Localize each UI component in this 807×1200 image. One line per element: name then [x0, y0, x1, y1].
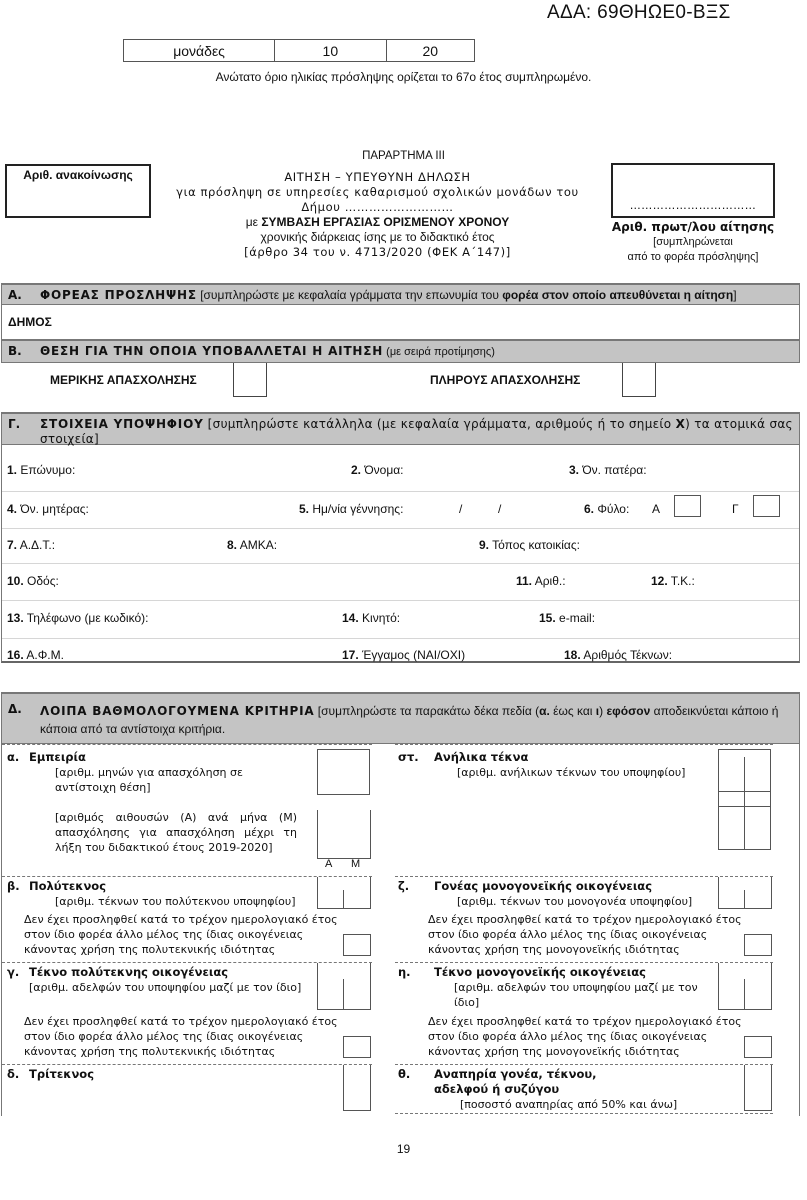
field-label: Ημ/νία γέννησης:	[309, 502, 404, 516]
section-g-header	[1, 412, 800, 445]
section-b-text	[40, 344, 495, 358]
single-parent-note: [αριθμ. τέκνων του μονογονέα υποψηφίου]	[457, 895, 693, 908]
field-number: 17.	[342, 648, 359, 662]
field-married[interactable]	[342, 648, 465, 662]
separator	[395, 744, 773, 745]
box-edge	[370, 963, 371, 1009]
large-family-declaration-checkbox[interactable]	[343, 934, 371, 956]
section-g-desc-bold: Χ	[675, 417, 686, 431]
field-number: 13.	[7, 611, 24, 625]
separator	[395, 876, 773, 877]
units-cell-value-1: 10	[275, 40, 386, 61]
child-of-single-parent-note: [αριθμ. αδελφών του υποψηφίου μαζί με τον ίδιο]	[454, 981, 698, 1009]
employer-field[interactable]	[1, 305, 800, 339]
age-limit-note: Ανώτατο όριο ηλικίας πρόσληψης ορίζεται το 67ο έτος συμπληρωμένο.	[215, 70, 592, 84]
box-divider	[718, 806, 771, 807]
criterion-letter: β.	[7, 879, 20, 893]
contract-type-line	[155, 215, 600, 230]
section-a-title: ΦΟΡΕΑΣ ΠΡΟΣΛΗΨΗΣ	[40, 288, 197, 302]
option-full-checkbox[interactable]	[622, 363, 656, 397]
row-divider	[2, 528, 799, 529]
section-b-title: ΘΕΣΗ ΓΙΑ ΤΗΝ ΟΠΟΙΑ ΥΠΟΒΑΛΛΕΤΑΙ Η ΑΙΤΗΣΗ	[40, 344, 384, 358]
box-edge	[718, 877, 719, 908]
field-label: Τόπος κατοικίας:	[489, 538, 580, 552]
criterion-title: Γονέας μονογονεϊκής οικογένειας	[434, 879, 653, 893]
field-label: Όνομα:	[361, 463, 404, 477]
box-divider	[718, 791, 771, 792]
criterion-single-parent	[398, 879, 718, 894]
municipality-line: Δήμου ………………………	[301, 200, 454, 214]
announcement-number-label: Αριθ. ανακοίνωσης	[23, 168, 133, 182]
experience-months-box[interactable]	[317, 749, 370, 795]
section-a-desc: [συμπληρώστε με κεφαλαία γράμματα την επωνυμία του	[196, 288, 503, 302]
criterion-letter: ζ.	[398, 879, 410, 893]
option-full-label: ΠΛΗΡΟΥΣ ΑΠΑΣΧΟΛΗΣΗΣ	[430, 373, 581, 387]
criteria-form	[1, 744, 800, 1116]
section-a-desc-end: ]	[733, 288, 737, 302]
field-label: Α.Δ.Τ.:	[17, 538, 56, 552]
option-partial-label: ΜΕΡΙΚΗΣ ΑΠΑΣΧΟΛΗΣΗΣ	[50, 373, 197, 387]
field-label: Όν. πατέρα:	[579, 463, 647, 477]
field-number: 11.	[516, 574, 533, 588]
section-g-text	[40, 417, 793, 447]
section-b-header	[1, 339, 800, 363]
section-d-header	[1, 692, 800, 744]
annex-title: ΠΑΡΑΡΤΗΜΑ ΙΙΙ	[362, 150, 445, 162]
field-number: 3.	[569, 463, 580, 477]
box-divider	[744, 890, 745, 908]
criterion-title: Πολύτεκνος	[29, 879, 107, 893]
section-b-desc: (με σειρά προτίμησης)	[383, 346, 495, 358]
criterion-title: Αναπηρία γονέα, τέκνου, αδελφού ή συζύγου	[434, 1067, 597, 1096]
field-street-number[interactable]	[516, 574, 566, 588]
section-d-text	[40, 702, 793, 738]
criterion-letter: η.	[398, 965, 411, 979]
experience-rooms-note: [αριθμός αιθουσών (Α) ανά μήνα (Μ) απασχόλησης για απασχόληση μέχρι τη λήξη του διδακτικού έτους 2019-2020]	[55, 811, 297, 854]
protocol-note-1: [συμπληρώνεται	[653, 236, 733, 248]
field-number: 8.	[227, 538, 238, 552]
field-postal-code[interactable]	[651, 574, 695, 588]
disability-box[interactable]	[744, 1065, 772, 1111]
field-gender	[584, 502, 629, 516]
units-cell-label: μονάδες	[124, 40, 275, 61]
single-parent-declaration-checkbox[interactable]	[744, 934, 772, 956]
field-street[interactable]	[7, 574, 59, 588]
field-number: 1.	[7, 463, 18, 477]
box-divider	[744, 757, 745, 850]
row-divider	[2, 638, 799, 639]
criterion-letter: δ.	[7, 1067, 20, 1081]
criterion-title: Τέκνο πολύτεκνης οικογένειας	[29, 965, 229, 979]
section-a-header	[1, 283, 800, 305]
section-g-desc: [συμπληρώστε κατάλληλα (με κεφαλαία γράμματα, αριθμούς ή το σημείο	[203, 417, 676, 431]
field-number: 14.	[342, 611, 359, 625]
criterion-three-children	[7, 1067, 307, 1082]
section-a-letter: Α.	[8, 288, 22, 302]
field-number: 9.	[479, 538, 490, 552]
large-family-children-box[interactable]	[317, 908, 371, 909]
gender-male-checkbox[interactable]	[674, 495, 701, 517]
protocol-number-placeholder: ……………………………	[629, 199, 757, 212]
field-label: Α.Φ.Μ.	[23, 648, 64, 662]
protocol-label-block	[604, 220, 782, 265]
section-d-desc: αποδεικνύεται κάποιο ή κάποια από τα αντίστοιχα κριτήρια.	[40, 704, 779, 736]
row-divider	[2, 491, 799, 492]
box-edge	[317, 963, 318, 1009]
field-tax-id[interactable]	[7, 648, 64, 662]
field-email[interactable]	[539, 611, 595, 625]
experience-months-note: [αριθμ. μηνών για απασχόληση σε αντίστοιχη θέση]	[55, 766, 243, 794]
box-edge	[718, 963, 719, 1009]
section-d-desc: [συμπληρώστε τα παρακάτω δέκα πεδία (	[314, 704, 540, 718]
child-of-large-family-declaration: Δεν έχει προσληφθεί κατά το τρέχον ημερολογιακό έτος στον ίδιο φορέα άλλο μέλος της ίδιας οικογένειας κάνοντας χρήση της πολυτεκνικής ιδιότητας	[24, 1015, 338, 1058]
field-id-card[interactable]	[7, 538, 55, 552]
field-number: 5.	[299, 502, 310, 516]
section-g-title: ΣΤΟΙΧΕΙΑ ΥΠΟΨΗΦΙΟΥ	[40, 417, 204, 431]
field-number: 6.	[584, 502, 595, 516]
field-residence[interactable]	[479, 538, 580, 552]
field-phone[interactable]	[7, 611, 148, 625]
box-divider	[343, 979, 344, 1009]
section-d-title: ΛΟΙΠΑ ΒΑΘΜΟΛΟΓΟΥΜΕΝΑ ΚΡΙΤΗΡΙΑ	[40, 704, 315, 718]
criterion-child-of-large-family	[7, 965, 327, 980]
separator	[395, 1113, 773, 1114]
child-of-large-family-declaration-checkbox[interactable]	[343, 1036, 371, 1058]
criterion-title: Εμπειρία	[29, 750, 86, 764]
criterion-letter: α.	[7, 750, 20, 764]
field-number: 15.	[539, 611, 556, 625]
separator	[395, 962, 773, 963]
criterion-disability	[398, 1067, 718, 1097]
criterion-title: Ανήλικα τέκνα	[434, 750, 529, 764]
criterion-letter: γ.	[7, 965, 20, 979]
protocol-number-box[interactable]	[611, 163, 775, 218]
section-a-text	[40, 288, 737, 302]
date-separator: /	[459, 502, 463, 516]
employer-value: ΔΗΜΟΣ	[8, 315, 52, 329]
child-of-single-parent-declaration-checkbox[interactable]	[744, 1036, 772, 1058]
section-b-letter: Β.	[8, 344, 22, 358]
child-of-single-parent-declaration: Δεν έχει προσληφθεί κατά το τρέχον ημερολογιακό έτος στον ίδιο φορέα άλλο μέλος της ίδιας οικογένειας κάνοντας χρήση της μονογονεϊκής ιδιότητας	[428, 1015, 742, 1058]
separator	[2, 744, 372, 745]
box-edge	[370, 877, 371, 908]
section-g-letter: Γ.	[8, 417, 21, 431]
criterion-title: Τέκνο μονογονεϊκής οικογένειας	[434, 965, 646, 979]
field-birth-date[interactable]	[299, 502, 403, 516]
contract-prefix: με	[245, 215, 262, 229]
candidate-details-form	[1, 445, 800, 663]
field-label: Όν. μητέρας:	[17, 502, 89, 516]
single-parent-declaration: Δεν έχει προσληφθεί κατά το τρέχον ημερολογιακό έτος στον ίδιο φορέα άλλο μέλος της ίδιας οικογένειας κάνοντας χρήση της μονογονεϊκής ιδιότητας	[428, 913, 742, 956]
field-label: Κινητό:	[358, 611, 401, 625]
row-divider	[2, 563, 799, 564]
section-d-desc-bold: ι	[595, 704, 600, 718]
gender-female-label: Γ	[732, 502, 739, 516]
date-separator: /	[498, 502, 502, 516]
field-mobile[interactable]	[342, 611, 400, 625]
field-label: Φύλο:	[594, 502, 630, 516]
units-table	[123, 39, 475, 62]
field-first-name[interactable]	[351, 463, 404, 477]
box-edge	[370, 810, 371, 858]
section-d-desc: )	[599, 704, 607, 718]
duration-line: χρονικής διάρκειας ίσης με το διδακτικό έτος	[260, 230, 495, 244]
field-number: 12.	[651, 574, 668, 588]
field-number: 2.	[351, 463, 362, 477]
field-label: Αριθ.:	[532, 574, 566, 588]
units-cell-value-2: 20	[422, 42, 439, 59]
criterion-minor-children	[398, 750, 718, 765]
box-divider	[343, 890, 344, 908]
page-number: 19	[396, 1142, 411, 1156]
field-label: Τηλέφωνο (με κωδικό):	[23, 611, 149, 625]
field-label: ΑΜΚΑ:	[237, 538, 278, 552]
row-divider	[2, 600, 799, 601]
large-family-note: [αριθμ. τέκνων του πολύτεκνου υποψηφίου]	[55, 895, 296, 908]
field-number: 16.	[7, 648, 24, 662]
box-edge	[771, 877, 772, 908]
option-partial-checkbox[interactable]	[233, 363, 267, 397]
box-edge	[771, 963, 772, 1009]
field-label: Τ.Κ.:	[667, 574, 695, 588]
field-surname[interactable]	[7, 463, 75, 477]
box-edge	[317, 810, 318, 858]
criterion-title: Τρίτεκνος	[29, 1067, 95, 1081]
criterion-large-family	[7, 879, 307, 894]
contract-type: ΣΥΜΒΑΣΗ ΕΡΓΑΣΙΑΣ ΟΡΙΣΜΕΝΟΥ ΧΡΟΝΟΥ	[261, 215, 510, 229]
announcement-number-box[interactable]	[5, 164, 151, 218]
section-d-desc: έως και	[549, 704, 596, 718]
section-a-desc-bold: φορέα στον οποίο απευθύνεται η αίτηση	[502, 288, 734, 302]
months-column-label: Μ	[351, 858, 361, 870]
section-g-desc-end: ) τα ατομικά σας στοιχεία]	[40, 417, 793, 446]
criterion-letter: θ.	[398, 1067, 411, 1081]
application-title: ΑΙΤΗΣΗ – ΥΠΕΥΘΥΝΗ ΔΗΛΩΣΗ	[284, 170, 471, 184]
minor-children-note: [αριθμ. ανήλικων τέκνων του υποψηφίου]	[457, 766, 686, 779]
field-label: e-mail:	[555, 611, 596, 625]
field-label: Αριθμός Τέκνων:	[580, 648, 673, 662]
field-amka[interactable]	[227, 538, 277, 552]
criterion-experience	[7, 750, 307, 765]
criterion-child-of-single-parent	[398, 965, 718, 980]
protocol-label: Αριθ. πρωτ/λου αίτησης	[611, 220, 775, 234]
field-label: Έγγαμος (ΝΑΙ/ΟΧΙ)	[358, 648, 466, 662]
child-of-large-family-note: [αριθμ. αδελφών του υποψηφίου μαζί με τον ίδιο]	[29, 981, 302, 994]
single-parent-children-box[interactable]	[718, 908, 772, 909]
criterion-letter: στ.	[398, 750, 419, 764]
gender-female-checkbox[interactable]	[753, 495, 780, 517]
field-label: Επώνυμο:	[17, 463, 76, 477]
application-subtitle: για πρόσληψη σε υπηρεσίες καθαρισμού σχολικών μονάδων του	[176, 185, 579, 199]
gender-male-label: Α	[652, 502, 661, 516]
section-d-letter: Δ.	[8, 702, 22, 716]
legal-reference: [άρθρο 34 του ν. 4713/2020 (ΦΕΚ Α΄147)]	[244, 245, 511, 259]
three-children-box[interactable]	[343, 1065, 371, 1111]
field-number: 18.	[564, 648, 581, 662]
section-d-desc-bold: α.	[539, 704, 550, 718]
child-of-single-parent-siblings-box[interactable]	[718, 1009, 772, 1010]
box-divider	[744, 979, 745, 1009]
child-of-large-family-siblings-box[interactable]	[317, 1009, 371, 1010]
box-edge	[317, 877, 318, 908]
section-d-desc-bold: εφόσον	[606, 704, 651, 718]
separator	[2, 1064, 372, 1065]
field-children-count[interactable]	[564, 648, 672, 662]
rooms-column-label: Α	[325, 858, 333, 870]
protocol-note-2: από το φορέα πρόσληψης]	[627, 251, 759, 263]
field-father-name[interactable]	[569, 463, 647, 477]
ada-code: ΑΔΑ: 69ΘΗΩΕ0-ΒΞΣ	[547, 2, 731, 23]
application-title-block	[155, 170, 600, 260]
field-number: 10.	[7, 574, 24, 588]
field-label: Οδός:	[23, 574, 59, 588]
separator	[395, 1064, 773, 1065]
field-number: 4.	[7, 502, 18, 516]
field-number: 7.	[7, 538, 18, 552]
large-family-declaration: Δεν έχει προσληφθεί κατά το τρέχον ημερολογιακό έτος στον ίδιο φορέα άλλο μέλος της ίδιας οικογένειας κάνοντας χρήση της πολυτεκνικής ιδιότητας	[24, 913, 338, 956]
field-mother-name[interactable]	[7, 502, 89, 516]
disability-note: [ποσοστό αναπηρίας από 50% και άνω]	[460, 1098, 678, 1111]
